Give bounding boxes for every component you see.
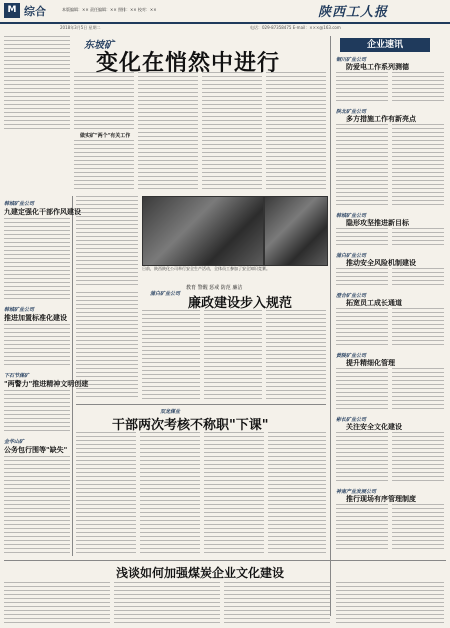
sidebar-text-7a (336, 504, 388, 552)
lower-kicker: 双龙煤业 (160, 409, 181, 415)
lower-text-col1 (76, 432, 136, 556)
section-logo: M (4, 3, 20, 18)
bottom-headline: 浅谈如何加强煤炭企业文化建设 (115, 566, 284, 580)
sidebar-kicker-5: 黄陵矿业公司 (336, 353, 367, 359)
lead-text-col4 (266, 72, 326, 192)
sidebar-text-4b (392, 308, 444, 348)
lead-text-col1b (74, 140, 134, 192)
section-title: 综合 (24, 5, 46, 18)
sidebar-text-3a (336, 268, 388, 288)
sidebar-title-0: 防爱电工作系列测德 (346, 63, 409, 71)
left-kicker-0: 韩城矿业公司 (4, 201, 35, 207)
lead-text-col3 (202, 72, 262, 192)
sidebar-text-2b (392, 228, 444, 248)
sidebar-text-1a (336, 124, 388, 208)
sidebar-kicker-6: 彬长矿业公司 (336, 417, 367, 423)
lead-kicker: 东坡矿 (84, 40, 114, 51)
middle-headline: 廉政建设步入规范 (188, 296, 293, 311)
bottom-text-col1 (4, 582, 110, 624)
left-text-2 (4, 390, 70, 434)
news-photo-1 (142, 196, 264, 266)
sidebar-title-1: 多方措施工作有新亮点 (346, 115, 416, 123)
middle-text-col3 (266, 310, 326, 400)
sidebar-title-2: 隐形攻坚推进新目标 (346, 219, 409, 227)
sidebar-divider (330, 36, 331, 616)
contact-line: 电话：029-87358475 E-mail：×××@163.com (250, 25, 341, 30)
lower-text-col4 (268, 432, 326, 556)
lead-subheading: 做实矿"两个"有关工作 (80, 133, 131, 139)
left-text-1 (4, 324, 70, 368)
lower-headline: 干部两次考核不称职"下课" (112, 418, 269, 433)
sidebar-banner: 企业速讯 (340, 38, 430, 52)
left-kicker-2: 下石节煤矿 (4, 373, 30, 379)
left-title-2: "两警力"推进精神文明创建 (4, 380, 89, 388)
middle-text-col2 (204, 310, 262, 400)
sidebar-text-5a (336, 368, 388, 412)
sidebar-text-2a (336, 228, 388, 248)
bottom-text-col4 (336, 582, 444, 624)
left-kicker-3: 金华山矿 (4, 439, 25, 445)
sidebar-title-3: 推动安全风险机制建设 (346, 259, 416, 267)
left-column-divider (72, 196, 73, 556)
sidebar-text-0b (392, 72, 444, 102)
lead-text-col2 (138, 72, 198, 192)
mid-left-text (76, 196, 138, 288)
sidebar-title-7: 推行现场有序管理制度 (346, 495, 416, 503)
middle-kicker: 蒲白矿业公司 (150, 291, 181, 297)
sidebar-title-5: 提升精细化管理 (346, 359, 395, 367)
middle-deck: 教育 警醒 惩戒 防范 廉洁 (186, 285, 243, 291)
bottom-text-col2 (114, 582, 220, 624)
lower-text-col3 (204, 432, 264, 556)
sidebar-text-5b (392, 368, 444, 412)
left-kicker-1: 韩城矿业公司 (4, 307, 35, 313)
issue-date: 2018年3月5日 星期二 (60, 25, 101, 30)
masthead-meta: 本版编辑：×× 责任编辑：×× 照排：×× 校对：×× (62, 7, 157, 12)
sidebar-kicker-7: 神南产业发展公司 (336, 489, 377, 495)
sidebar-kicker-4: 澄合矿业公司 (336, 293, 367, 299)
sidebar-text-3b (392, 268, 444, 288)
sidebar-text-6a (336, 432, 388, 484)
photo-caption: 日前，陕西陕化公司举行安全生产活动，全体员工参加了安全知识竞赛。 (142, 266, 270, 271)
left-title-1: 推进加置标准化建设 (4, 314, 67, 322)
newspaper-name: 陕西工人报 (318, 5, 389, 20)
sidebar-text-0a (336, 72, 388, 102)
sidebar-kicker-1: 陕北矿业公司 (336, 109, 367, 115)
bottom-divider (4, 560, 446, 561)
sidebar-title-4: 拓宽员工成长通道 (346, 299, 402, 307)
sidebar-kicker-0: 铜川矿业公司 (336, 57, 367, 63)
left-title-0: 九建定强化干部作风建设 (4, 208, 81, 216)
left-title-3: 公务包行围等"缺失" (4, 446, 68, 454)
left-text-0 (4, 218, 70, 302)
date-strip (0, 24, 450, 32)
sidebar-title-6: 关注安全文化建设 (346, 423, 402, 431)
bottom-text-col3 (224, 582, 330, 624)
middle-left-col (76, 292, 138, 400)
lead-headline: 变化在悄然中进行 (96, 51, 281, 76)
lead-text-col1 (74, 72, 134, 130)
sidebar-kicker-2: 韩城矿业公司 (336, 213, 367, 219)
lower-text-col2 (140, 432, 200, 556)
sidebar-text-4a (336, 308, 388, 348)
intro-text-column (4, 36, 70, 132)
sidebar-text-6b (392, 432, 444, 484)
left-text-3 (4, 456, 70, 556)
middle-text-col1 (142, 310, 200, 400)
sidebar-text-1b (392, 124, 444, 208)
lower-divider (76, 404, 326, 405)
sidebar-kicker-3: 蒲白矿业公司 (336, 253, 367, 259)
sidebar-text-7b (392, 504, 444, 552)
news-photo-2 (264, 196, 328, 266)
